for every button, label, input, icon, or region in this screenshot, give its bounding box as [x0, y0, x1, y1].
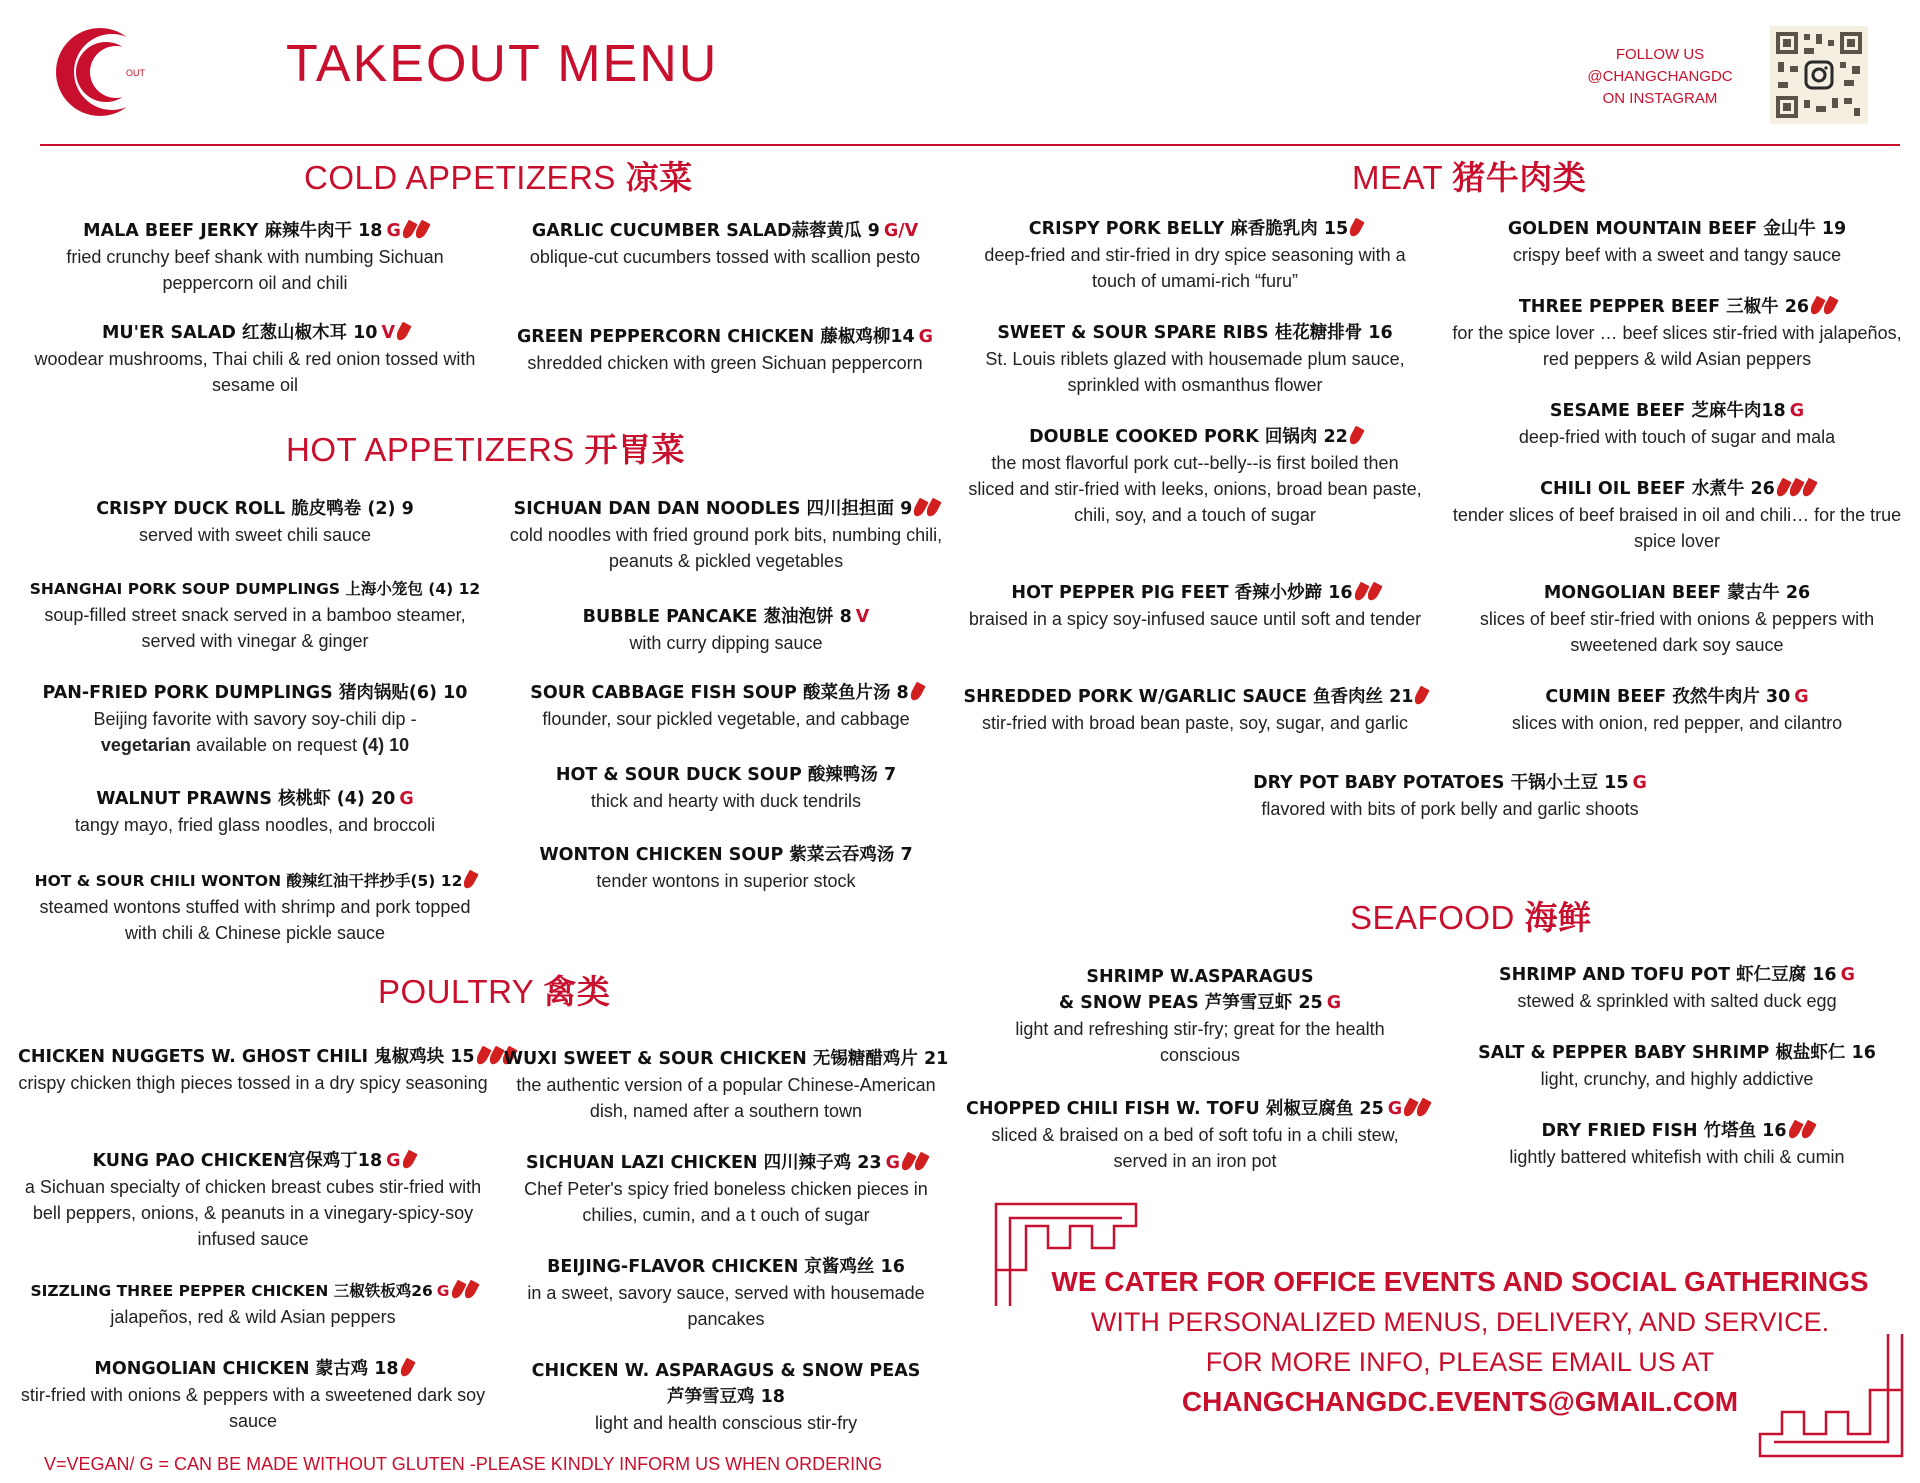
logo-text: OUT: [126, 68, 145, 78]
menu-item-pig-feet: [966, 580, 1424, 632]
restaurant-logo-icon: [52, 24, 152, 120]
item-name: DRY POT BABY POTATOES 干锅小土豆 15 G: [1253, 773, 1647, 793]
item-name: WUXI SWEET & SOUR CHICKEN 无锡糖醋鸡片 21: [503, 1049, 949, 1069]
item-description: lightly battered whitefish with chili & cumin: [1509, 1147, 1845, 1167]
item-description: crispy chicken thigh pieces tossed in a dry spicy seasoning: [18, 1073, 488, 1093]
menu-item-chili-oil-beef: [1446, 476, 1908, 554]
menu-item-dry-fried-fish: [1446, 1118, 1908, 1170]
menu-item-double-cooked-pork: [966, 424, 1424, 528]
menu-item-mongolian-beef: [1446, 580, 1908, 658]
item-name: SHRIMP AND TOFU POT 虾仁豆腐 16 G: [1498, 965, 1855, 985]
menu-item-muer-salad: [22, 320, 488, 398]
item-description: in a sweet, savory sauce, served with housemade pancakes: [527, 1283, 925, 1329]
item-description: served with sweet chili sauce: [138, 525, 372, 545]
item-name: GARLIC CUCUMBER SALAD蒜蓉黄瓜 9 G/V: [531, 221, 919, 241]
item-description: flavored with bits of pork belly and garlic shoots: [1261, 799, 1639, 819]
menu-item-wuxi-chicken: [496, 1046, 956, 1124]
item-name: DOUBLE COOKED PORK 回锅肉 22: [966, 424, 1424, 450]
item-description: soup-filled street snack served in a bamboo steamer, served with vinegar & ginger: [44, 605, 466, 651]
menu-item-mongolian-chicken: [18, 1356, 488, 1434]
item-description: crispy beef with a sweet and tangy sauce: [1512, 245, 1842, 265]
item-description: a Sichuan specialty of chicken breast cubes stir-fried with bell peppers, onions, & peanuts in a vinegary-spicy-soy infused sauce: [24, 1177, 482, 1249]
chili-pepper-icon: [1774, 478, 1791, 499]
item-description: slices of beef stir-fried with onions & peppers with sweetened dark soy sauce: [1479, 609, 1875, 655]
chili-pepper-icon: [1348, 218, 1365, 239]
menu-item-cumin-beef: [1446, 684, 1908, 736]
menu-item-walnut-prawns: [22, 786, 488, 838]
item-name: MONGOLIAN BEEF 蒙古牛 26: [1543, 583, 1811, 603]
item-description: stir-fried with onions & peppers with a sweetened dark soy sauce: [20, 1385, 486, 1431]
item-description: Chef Peter's spicy fried boneless chicken pieces in chilies, cumin, and a t ouch of sugar: [524, 1179, 928, 1225]
menu-item-crispy-pork-belly: [966, 216, 1424, 294]
item-name: SICHUAN DAN DAN NOODLES 四川担担面 9: [496, 496, 956, 522]
menu-item-shrimp-tofu-pot: [1446, 962, 1908, 1014]
follow-line: FOLLOW US: [1615, 46, 1705, 63]
menu-item-chicken-nuggets: [18, 1044, 488, 1096]
item-name: KUNG PAO CHICKEN宫保鸡丁18 G: [18, 1148, 488, 1174]
menu-item-salt-pepper-shrimp: [1446, 1040, 1908, 1092]
catering-notice: [1040, 1262, 1880, 1422]
item-name: SICHUAN LAZI CHICKEN 四川辣子鸡 23 G: [496, 1150, 956, 1176]
section-hot-appetizers: HOT APPETIZERS 开胃菜: [286, 430, 685, 469]
section-cold-appetizers: COLD APPETIZERS 凉菜: [304, 158, 693, 197]
chili-pepper-icon: [474, 1046, 491, 1067]
menu-item-beijing-chicken: [496, 1254, 956, 1332]
item-name: CHILI OIL BEEF 水煮牛 26: [1446, 476, 1908, 502]
menu-item-kung-pao-chicken: [18, 1148, 488, 1252]
item-name: SHANGHAI PORK SOUP DUMPLINGS 上海小笼包 (4) 12: [29, 580, 481, 598]
menu-item-shredded-pork: [956, 684, 1434, 736]
item-description: the authentic version of a popular Chinese-American dish, named after a southern town: [516, 1075, 936, 1121]
menu-item-soup-dumplings: [22, 576, 488, 654]
catering-line: FOR MORE INFO, PLEASE EMAIL US AT: [1205, 1347, 1715, 1377]
item-name: GOLDEN MOUNTAIN BEEF 金山牛 19: [1507, 219, 1847, 239]
item-description: jalapeños, red & wild Asian peppers: [110, 1307, 396, 1327]
item-name: CHOPPED CHILI FISH W. TOFU 剁椒豆腐鱼 25 G: [966, 1096, 1424, 1122]
page-title: TAKEOUT MENU: [286, 35, 719, 93]
item-description: the most flavorful pork cut--belly--is first boiled then sliced and stir-fried with leeks, onions, broad bean paste, chili, soy, and a touch of sugar: [968, 453, 1422, 525]
menu-item-spare-ribs: [966, 320, 1424, 398]
menu-item-green-peppercorn-chicken: [500, 324, 950, 376]
menu-item-wonton-chicken-soup: [496, 842, 956, 894]
item-name: MONGOLIAN CHICKEN 蒙古鸡 18: [18, 1356, 488, 1382]
dietary-tag: G: [1632, 773, 1647, 793]
menu-item-shrimp-asparagus: SHRIMP W.ASPARAGUS & SNOW PEAS 芦笋雪豆虾 25 G light and refreshing stir-fry; great for the health conscious: [1015, 967, 1385, 1065]
item-name: SALT & PEPPER BABY SHRIMP 椒盐虾仁 16: [1478, 1043, 1876, 1063]
item-description: woodear mushrooms, Thai chili & red onion tossed with sesame oil: [34, 349, 476, 395]
chili-pepper-icon: [1347, 426, 1364, 447]
item-description: thick and hearty with duck tendrils: [590, 791, 862, 811]
item-name: DRY FRIED FISH 竹塔鱼 16: [1446, 1118, 1908, 1144]
menu-item-pork-dumplings: PAN-FRIED PORK DUMPLINGS 猪肉锅贴(6) 10 Beijing favorite with savory soy-chili dip - vegetarian available on request (4) 10: [22, 680, 488, 758]
dietary-tag: G: [1387, 1099, 1403, 1119]
item-name: HOT & SOUR DUCK SOUP 酸辣鸭汤 7: [555, 765, 897, 785]
menu-item-three-pepper-beef: [1446, 294, 1908, 372]
chili-pepper-icon: [449, 1280, 466, 1301]
dietary-tag: G: [399, 789, 414, 809]
item-description: sliced & braised on a bed of soft tofu in a chili stew, served in an iron pot: [991, 1125, 1399, 1171]
menu-item-golden-mountain-beef: [1446, 216, 1908, 268]
item-name: SWEET & SOUR SPARE RIBS 桂花糖排骨 16: [997, 323, 1393, 343]
menu-item-dry-pot-potatoes: [1220, 770, 1680, 822]
chili-pepper-icon: [400, 220, 417, 241]
follow-line: ON INSTAGRAM: [1602, 90, 1718, 107]
catering-email-link[interactable]: CHANGCHANGDC.EVENTS@GMAIL.COM: [1181, 1386, 1739, 1417]
item-name: MU'ER SALAD 红葱山椒木耳 10 V: [22, 320, 488, 346]
item-name: BEIJING-FLAVOR CHICKEN 京酱鸡丝 16: [547, 1257, 905, 1277]
chili-pepper-icon: [1786, 1120, 1803, 1141]
dietary-tag: G: [1840, 965, 1855, 985]
item-name: WONTON CHICKEN SOUP 紫菜云吞鸡汤 7: [539, 845, 913, 865]
dietary-tag: V: [855, 607, 870, 627]
item-description: for the spice lover … beef slices stir-fried with jalapeños, red peppers & wild Asian peppers: [1452, 323, 1902, 369]
chili-pepper-icon: [1413, 686, 1430, 707]
item-name: THREE PEPPER BEEF 三椒牛 26: [1446, 294, 1908, 320]
item-description: tangy mayo, fried glass noodles, and broccoli: [74, 815, 436, 835]
item-description: shredded chicken with green Sichuan peppercorn: [527, 353, 923, 373]
menu-item-dan-dan-noodles: [496, 496, 956, 574]
catering-line: WITH PERSONALIZED MENUS, DELIVERY, AND SERVICE.: [1090, 1307, 1830, 1337]
item-name: SESAME BEEF 芝麻牛肉18 G: [1549, 401, 1805, 421]
header-divider: [40, 144, 1900, 146]
menu-item-bubble-pancake: [496, 604, 956, 656]
menu-item-sour-cabbage-fish-soup: [492, 680, 960, 732]
dietary-tag: G: [1794, 687, 1809, 707]
section-meat: MEAT 猪牛肉类: [1352, 158, 1587, 197]
item-name: MALA BEEF JERKY 麻辣牛肉干 18 G: [22, 218, 488, 244]
catering-line: WE CATER FOR OFFICE EVENTS AND SOCIAL GATHERINGS: [1051, 1266, 1869, 1297]
dietary-tag: G/V: [883, 221, 919, 241]
menu-item-chili-wonton: [22, 868, 488, 946]
item-name: SHREDDED PORK W/GARLIC SAUCE 鱼香肉丝 21: [956, 684, 1434, 710]
dietary-tag: G: [436, 1282, 450, 1300]
menu-item-lazi-chicken: [496, 1150, 956, 1228]
dietary-tag: G: [1789, 401, 1805, 421]
menu-item-sizzling-chicken: [18, 1278, 488, 1330]
dietary-tag: V: [381, 323, 395, 343]
item-name: SIZZLING THREE PEPPER CHICKEN 三椒铁板鸡26 G: [18, 1278, 488, 1304]
item-description: tender wontons in superior stock: [596, 871, 856, 891]
dietary-tag: G: [386, 221, 401, 241]
menu-item-hot-sour-duck-soup: [496, 762, 956, 814]
item-name: CRISPY DUCK ROLL 脆皮鸭卷 (2) 9: [96, 499, 414, 519]
item-name: CRISPY PORK BELLY 麻香脆乳肉 15: [966, 216, 1424, 242]
menu-item-garlic-cucumber-salad: [500, 218, 950, 270]
item-description: deep-fried with touch of sugar and mala: [1518, 427, 1836, 447]
item-description: slices with onion, red pepper, and cilantro: [1511, 713, 1843, 733]
item-description: braised in a spicy soy-infused sauce until soft and tender: [968, 609, 1422, 629]
item-name: HOT & SOUR CHILI WONTON 酸辣红油干拌抄手(5) 12: [22, 868, 488, 894]
item-description: fried crunchy beef shank with numbing Sichuan peppercorn oil and chili: [66, 247, 444, 293]
item-description: St. Louis riblets glazed with housemade plum sauce, sprinkled with osmanthus flower: [985, 349, 1405, 395]
menu-item-sesame-beef: [1446, 398, 1908, 450]
chili-pepper-icon: [400, 1150, 417, 1171]
menu-item-chicken-asparagus: CHICKEN W. ASPARAGUS & SNOW PEAS 芦笋雪豆鸡 18 light and health conscious stir-fry: [531, 1361, 921, 1433]
item-name: GREEN PEPPERCORN CHICKEN 藤椒鸡柳14 G: [516, 327, 934, 347]
item-description: cold noodles with fried ground pork bits, numbing chili, peanuts & pickled vegetables: [509, 525, 943, 571]
item-name: CHICKEN NUGGETS W. GHOST CHILI 鬼椒鸡块 15: [18, 1044, 488, 1070]
item-description: oblique-cut cucumbers tossed with scallion pesto: [529, 247, 921, 267]
menu-item-crispy-duck-roll: [22, 496, 488, 548]
dietary-tag: G: [918, 327, 934, 347]
chili-pepper-icon: [394, 322, 411, 343]
item-description: deep-fried and stir-fried in dry spice seasoning with a touch of umami-rich “furu”: [984, 245, 1406, 291]
item-name: PAN-FRIED PORK DUMPLINGS 猪肉锅贴(6) 10: [42, 683, 468, 703]
dietary-tag: G: [386, 1151, 401, 1171]
item-name: HOT PEPPER PIG FEET 香辣小炒蹄 16: [966, 580, 1424, 606]
item-description: steamed wontons stuffed with shrimp and pork topped with chili & Chinese pickle sauce: [39, 897, 471, 943]
item-name: BUBBLE PANCAKE 葱油泡饼 8 V: [582, 607, 870, 627]
menu-item-chopped-chili-fish: [966, 1096, 1424, 1174]
item-name: SOUR CABBAGE FISH SOUP 酸菜鱼片汤 8: [492, 680, 960, 706]
dietary-tag: G: [885, 1153, 900, 1173]
chili-pepper-icon: [462, 870, 479, 891]
item-description: with curry dipping sauce: [629, 633, 823, 653]
item-description: stewed & sprinkled with salted duck egg: [1517, 991, 1837, 1011]
item-name: CUMIN BEEF 孜然牛肉片 30 G: [1545, 687, 1809, 707]
chili-pepper-icon: [899, 1152, 916, 1173]
menu-item-mala-beef-jerky: [22, 218, 488, 296]
follow-handle[interactable]: @CHANGCHANGDC: [1587, 68, 1733, 85]
item-description: tender slices of beef braised in oil and chili… for the true spice lover: [1452, 505, 1902, 551]
item-description: light, crunchy, and highly addictive: [1540, 1069, 1814, 1089]
chili-pepper-icon: [398, 1358, 415, 1379]
chili-pepper-icon: [1352, 582, 1369, 603]
item-description: stir-fried with broad bean paste, soy, sugar, and garlic: [982, 713, 1408, 733]
dietary-legend: V=VEGAN/ G = CAN BE MADE WITHOUT GLUTEN -PLEASE KINDLY INFORM US WHEN ORDERING: [44, 1454, 883, 1474]
chili-pepper-icon: [908, 682, 925, 703]
section-seafood: SEAFOOD 海鲜: [1350, 898, 1592, 937]
item-description: flounder, sour pickled vegetable, and cabbage: [542, 709, 910, 729]
section-poultry: POULTRY 禽类: [378, 972, 611, 1011]
item-name: WALNUT PRAWNS 核桃虾 (4) 20 G: [96, 789, 414, 809]
instagram-follow[interactable]: [1560, 44, 1760, 110]
instagram-qr-code-icon: [1770, 26, 1868, 124]
